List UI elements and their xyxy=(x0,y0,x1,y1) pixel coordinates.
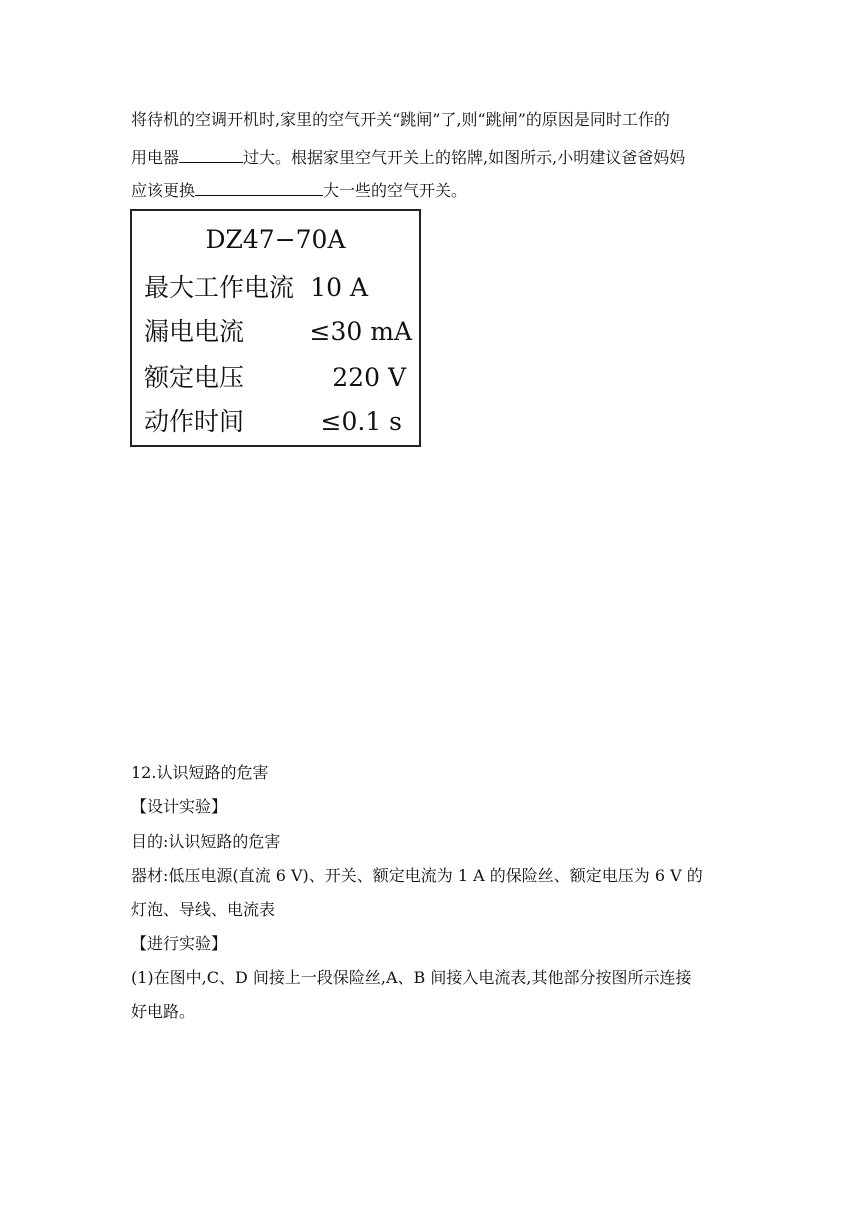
step-1-text-line-2: 好电路。 xyxy=(131,1002,196,1021)
nameplate-value: ≤0.1 s xyxy=(320,407,402,436)
materials-text-line-2: 灯泡、导线、电流表 xyxy=(131,900,276,919)
nameplate-row xyxy=(144,317,412,347)
nameplate-row xyxy=(144,363,412,393)
nameplate-label: 动作时间 xyxy=(144,407,245,436)
question-text-segment: 应该更换 xyxy=(131,181,196,200)
purpose-text: 目的:认识短路的危害 xyxy=(131,832,281,851)
materials-text-line-1: 器材:低压电源(直流 6 V)、开关、额定电流为 1 A 的保险丝、额定电压为 6 V 的 xyxy=(131,866,703,885)
question-text-segment: 大一些的空气开关。 xyxy=(323,181,468,200)
nameplate-value: 220 V xyxy=(332,363,406,392)
question-text-line-3 xyxy=(131,179,467,201)
nameplate-model: DZ47−70A xyxy=(205,225,346,254)
nameplate-label: 额定电压 xyxy=(144,363,245,392)
nameplate-value: ≤30 mA xyxy=(309,317,412,346)
question-12-title: 12.认识短路的危害 xyxy=(131,763,269,782)
answer-blank-2[interactable] xyxy=(195,179,323,196)
nameplate-row xyxy=(144,273,412,303)
question-text-line-1: 将待机的空调开机时,家里的空气开关“跳闸”了,则“跳闸”的原因是同时工作的 xyxy=(131,110,670,129)
question-text-line-2 xyxy=(131,146,685,168)
question-text-segment: 过大。根据家里空气开关上的铭牌,如图所示,小明建议爸爸妈妈 xyxy=(243,148,686,167)
breaker-nameplate-figure xyxy=(130,209,421,447)
design-experiment-header: 【设计实验】 xyxy=(131,797,228,816)
nameplate-label: 漏电电流 xyxy=(144,317,245,346)
answer-blank-1[interactable] xyxy=(179,146,243,163)
step-1-text-line-1: (1)在图中,C、D 间接上一段保险丝,A、B 间接入电流表,其他部分按图所示连接 xyxy=(131,968,692,987)
question-text-segment: 用电器 xyxy=(131,148,180,167)
nameplate-label: 最大工作电流 xyxy=(144,273,295,302)
conduct-experiment-header: 【进行实验】 xyxy=(131,934,228,953)
nameplate-value: 10 A xyxy=(310,273,368,302)
nameplate-row xyxy=(144,407,412,437)
